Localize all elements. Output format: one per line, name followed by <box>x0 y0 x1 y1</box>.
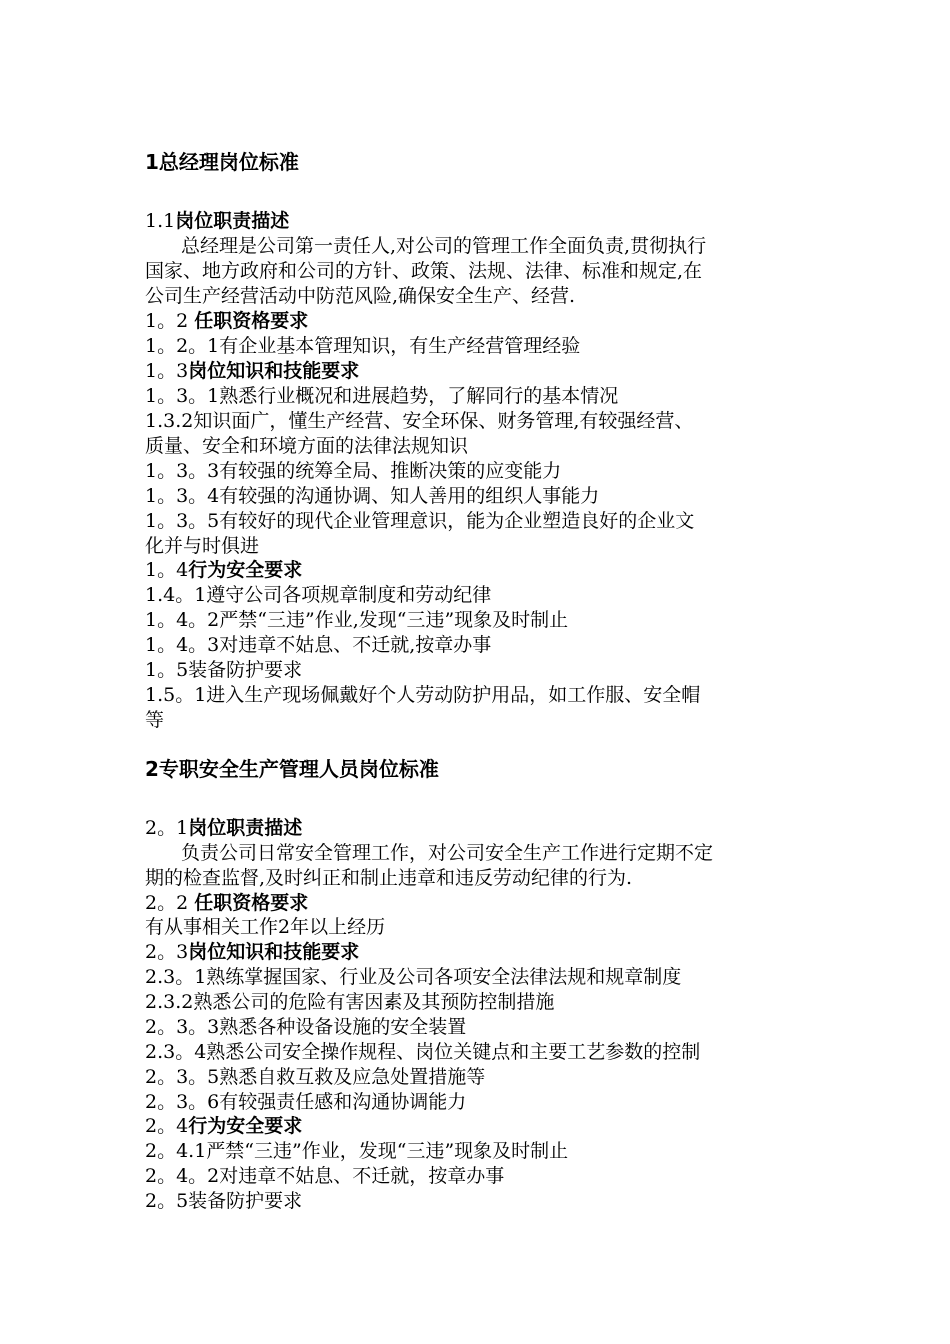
heading-number: 2。3 <box>145 941 189 963</box>
list-item: 1。3。5有较好的现代企业管理意识，能为企业塑造良好的企业文 <box>145 510 695 532</box>
list-item-continued: 等 <box>145 709 165 731</box>
list-item: 1.5。1进入生产现场佩戴好个人劳动防护用品，如工作服、安全帽 <box>145 684 701 706</box>
list-item: 1。4。3对违章不姑息、不迁就,按章办事 <box>145 634 492 656</box>
heading-number: 1。3 <box>145 360 189 382</box>
paragraph-line: 国家、地方政府和公司的方针、政策、法规、法律、标准和规定,在 <box>145 260 703 282</box>
list-item: 2。3。5熟悉自救互救及应急处置措施等 <box>145 1066 486 1088</box>
heading-label: 行为安全要求 <box>188 1115 303 1137</box>
paragraph-line: 公司生产经营活动中防范风险,确保安全生产、经营. <box>145 285 576 307</box>
list-item: 2。4.1严禁“三违”作业，发现“三违”现象及时制止 <box>145 1140 569 1162</box>
heading-label: 岗位知识和技能要求 <box>188 941 360 963</box>
heading-2-1 <box>145 816 302 841</box>
list-item: 2。4。2对违章不姑息、不迁就，按章办事 <box>145 1165 505 1187</box>
list-item: 1。4。2严禁“三违”作业,发现“三违”现象及时制止 <box>145 609 569 631</box>
heading-2-2 <box>145 891 308 916</box>
heading-number: 1。2 <box>145 310 195 332</box>
list-item: 1.3.2知识面广，懂生产经营、安全环保、财务管理,有较强经营、 <box>145 410 694 432</box>
heading-number: 2。4 <box>145 1115 189 1137</box>
paragraph-line: 总经理是公司第一责任人,对公司的管理工作全面负责,贯彻执行 <box>181 235 707 257</box>
list-item: 2。3。6有较强责任感和沟通协调能力 <box>145 1091 467 1113</box>
list-item: 2.3。4熟悉公司安全操作规程、岗位关键点和主要工艺参数的控制 <box>145 1041 701 1063</box>
heading-label: 任职资格要求 <box>194 310 309 332</box>
paragraph-line: 负责公司日常安全管理工作，对公司安全生产工作进行定期不定 <box>181 842 714 864</box>
list-item-continued: 化并与时俱进 <box>145 535 260 557</box>
heading-label: 岗位职责描述 <box>188 817 303 839</box>
heading-1-4 <box>145 558 302 583</box>
heading-number: 1.1 <box>145 210 176 232</box>
heading-label: 岗位职责描述 <box>175 210 290 232</box>
section-1-title: 1总经理岗位标准 <box>145 150 299 174</box>
heading-1-3 <box>145 359 359 384</box>
list-item: 2.3。1熟练掌握国家、行业及公司各项安全法律法规和规章制度 <box>145 966 682 988</box>
heading-number: 2。1 <box>145 817 189 839</box>
list-item: 1。3。1熟悉行业概况和进展趋势，了解同行的基本情况 <box>145 385 619 407</box>
heading-number: 2。2 <box>145 892 195 914</box>
section-2-title: 2专职安全生产管理人员岗位标准 <box>145 757 439 781</box>
list-item: 2.3.2熟悉公司的危险有害因素及其预防控制措施 <box>145 991 555 1013</box>
heading-label: 岗位知识和技能要求 <box>188 360 360 382</box>
list-item: 1。2。1有企业基本管理知识，有生产经营管理经验 <box>145 335 581 357</box>
heading-1-2 <box>145 309 308 334</box>
heading-1-5: 1。5装备防护要求 <box>145 659 303 681</box>
heading-2-3 <box>145 940 359 965</box>
list-item: 1。3。4有较强的沟通协调、知人善用的组织人事能力 <box>145 485 600 507</box>
heading-1-1 <box>145 209 289 234</box>
paragraph-line: 有从事相关工作2年以上经历 <box>145 916 386 938</box>
list-item: 2。3。3熟悉各种设备设施的安全装置 <box>145 1016 467 1038</box>
heading-number: 1。4 <box>145 559 189 581</box>
heading-label: 行为安全要求 <box>188 559 303 581</box>
paragraph-line: 期的检查监督,及时纠正和制止违章和违反劳动纪律的行为. <box>145 867 633 889</box>
heading-2-4 <box>145 1114 302 1139</box>
list-item: 1。3。3有较强的统筹全局、推断决策的应变能力 <box>145 460 562 482</box>
list-item-continued: 质量、安全和环境方面的法律法规知识 <box>145 435 469 457</box>
heading-2-5: 2。5装备防护要求 <box>145 1190 303 1212</box>
list-item: 1.4。1遵守公司各项规章制度和劳动纪律 <box>145 584 492 606</box>
heading-label: 任职资格要求 <box>194 892 309 914</box>
